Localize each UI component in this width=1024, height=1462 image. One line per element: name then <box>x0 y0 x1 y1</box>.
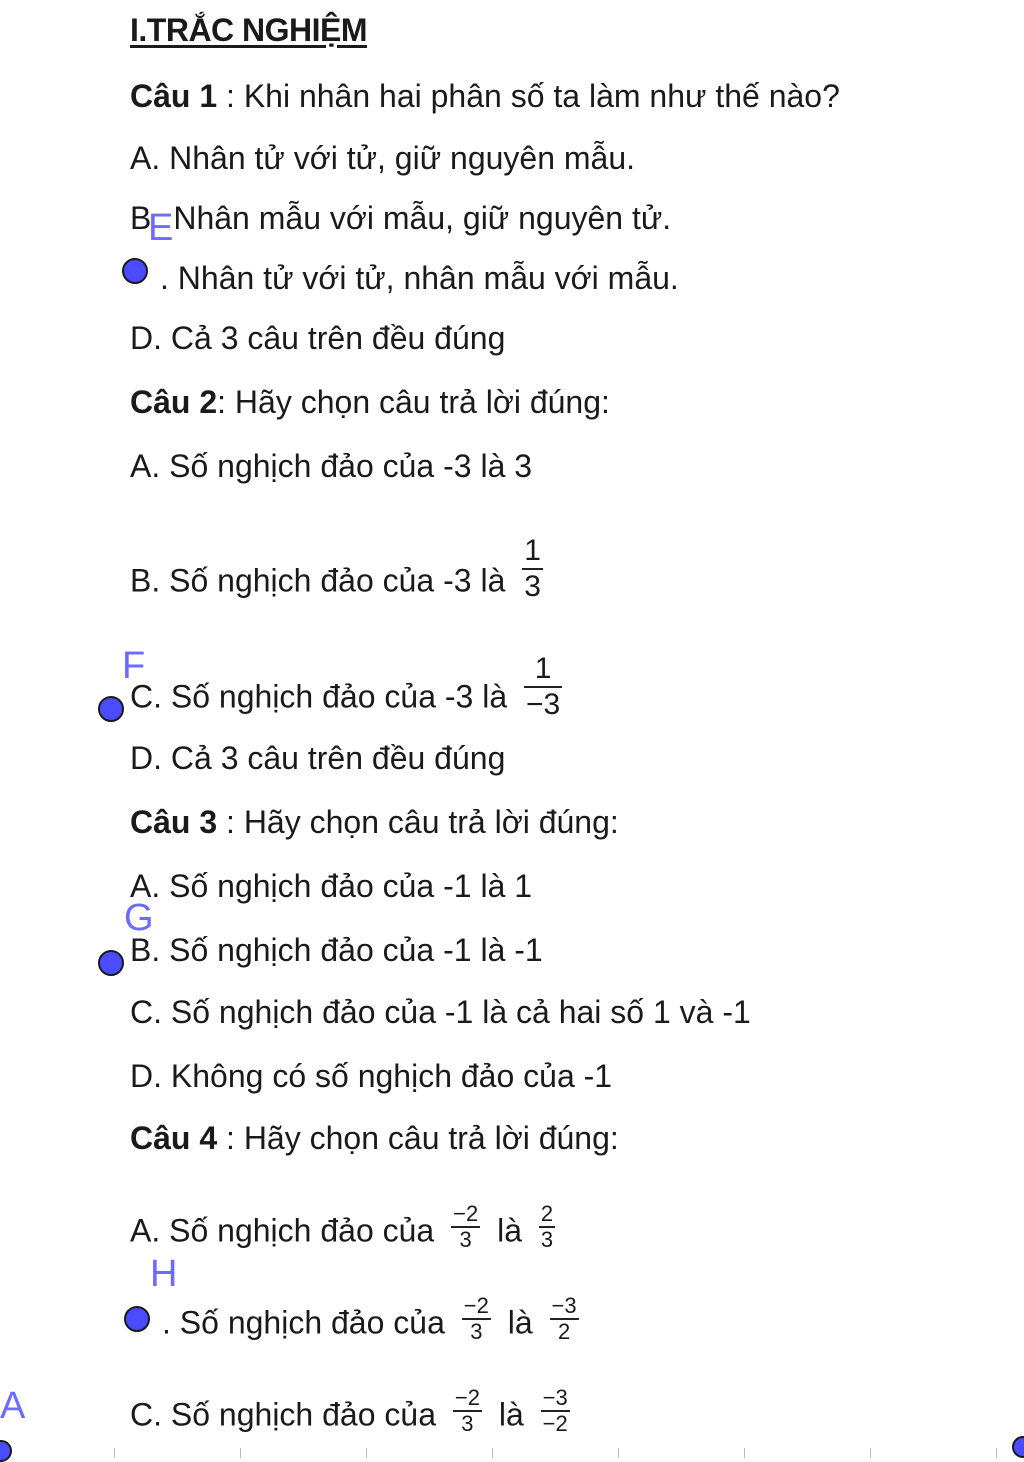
q3-option-d: D. Không có số nghịch đảo của -1 <box>130 1058 613 1094</box>
axis-tick <box>114 1448 115 1458</box>
q1-option-b <box>130 198 671 238</box>
question-3 <box>130 802 619 842</box>
axis-tick <box>744 1448 745 1458</box>
fraction-numerator: −2 <box>454 1385 480 1410</box>
q3-option-c: C. Số nghịch đảo của -1 là cả hai số 1 và -1 <box>130 994 751 1030</box>
q1-option-d: D. Cả 3 câu trên đều đúng <box>130 320 506 356</box>
q1-option-c: . Nhân tử với tử, nhân mẫu với mẫu. <box>160 260 679 296</box>
q4-option-a <box>130 1201 563 1258</box>
fraction-denominator: 3 <box>461 1411 474 1436</box>
point-label-e: E <box>148 207 174 249</box>
q1-option-b-prefix: B <box>130 200 152 236</box>
q4-option-b-fraction-1 <box>462 1294 491 1344</box>
axis-tick <box>996 1448 997 1458</box>
point-label-h: H <box>150 1253 178 1295</box>
x-axis-ticks <box>0 1448 1024 1458</box>
question-1-prompt: : Khi nhân hai phân số ta làm như thế nào? <box>217 78 840 114</box>
q4-option-c-fraction-1 <box>453 1386 482 1436</box>
q4-option-c <box>130 1385 578 1442</box>
q3-option-a: A. Số nghịch đảo của -1 là 1 <box>130 868 533 904</box>
question-2 <box>130 382 610 422</box>
point-marker-f[interactable] <box>98 696 124 722</box>
q1-option-a: A. Nhân tử với tử, giữ nguyên mẫu. <box>130 140 636 176</box>
q2-option-c-text: C. Số nghịch đảo của -3 là <box>130 678 508 715</box>
fraction-numerator: 1 <box>524 652 562 688</box>
q2-option-b <box>130 534 551 618</box>
fraction-denominator: 3 <box>540 1227 554 1252</box>
point-marker-h[interactable] <box>124 1306 150 1332</box>
q4-option-a-mid: là <box>497 1212 522 1249</box>
point-marker-g[interactable] <box>98 950 124 976</box>
q4-option-a-fraction-1 <box>451 1202 480 1252</box>
q4-option-b <box>162 1293 587 1350</box>
fraction-denominator: 3 <box>470 1319 483 1344</box>
q2-option-b-text: B. Số nghịch đảo của -3 là <box>130 562 506 599</box>
q4-option-b-prefix: . Số nghịch đảo của <box>162 1304 445 1341</box>
section-heading: I.TRẮC NGHIỆM <box>130 12 368 48</box>
fraction-numerator: −3 <box>542 1385 568 1410</box>
fraction-numerator: −2 <box>453 1201 479 1226</box>
point-marker-q1[interactable] <box>122 258 148 284</box>
question-4-prompt: : Hãy chọn câu trả lời đúng: <box>217 1120 619 1156</box>
fraction-numerator: 1 <box>522 534 543 570</box>
q2-option-d: D. Cả 3 câu trên đều đúng <box>130 740 506 776</box>
q2-option-c <box>130 652 570 734</box>
question-3-label: Câu 3 <box>130 804 218 840</box>
fraction-denominator: −3 <box>526 688 561 721</box>
point-label-g: G <box>124 897 154 939</box>
question-4 <box>130 1118 619 1158</box>
q1-option-b-text: Nhân mẫu với mẫu, giữ nguyên tử. <box>173 200 672 236</box>
axis-tick <box>618 1448 619 1458</box>
question-2-label: Câu 2 <box>130 384 218 420</box>
fraction-numerator: −2 <box>463 1293 489 1318</box>
point-label-a: A <box>0 1385 26 1427</box>
question-1-label: Câu 1 <box>130 78 218 114</box>
q3-option-b: B. Số nghịch đảo của -1 là -1 <box>130 932 543 968</box>
axis-tick <box>366 1448 367 1458</box>
fraction-denominator: 2 <box>557 1319 571 1344</box>
q4-option-c-mid: là <box>498 1396 524 1433</box>
question-3-prompt: : Hãy chọn câu trả lời đúng: <box>217 804 619 840</box>
q4-option-a-prefix: A. Số nghịch đảo của <box>130 1212 435 1249</box>
q4-option-c-prefix: C. Số nghịch đảo của <box>130 1396 436 1433</box>
fraction-denominator: 3 <box>459 1227 472 1252</box>
fraction-denominator: 3 <box>524 570 541 603</box>
point-label-f: F <box>122 645 146 687</box>
q4-option-c-fraction-2 <box>541 1386 570 1436</box>
q4-option-b-mid: là <box>507 1304 533 1341</box>
q4-option-b-fraction-2 <box>550 1294 579 1344</box>
question-1 <box>130 76 840 116</box>
question-2-prompt: : Hãy chọn câu trả lời đúng: <box>217 384 610 420</box>
fraction-numerator: 2 <box>540 1201 554 1226</box>
q2-option-a: A. Số nghịch đảo của -3 là 3 <box>130 448 533 484</box>
fraction-denominator: −2 <box>542 1411 568 1436</box>
q2-option-c-fraction <box>524 652 562 722</box>
axis-tick <box>240 1448 241 1458</box>
question-4-label: Câu 4 <box>130 1120 218 1156</box>
axis-tick <box>492 1448 493 1458</box>
q4-option-a-fraction-2 <box>539 1202 555 1252</box>
fraction-numerator: −3 <box>551 1293 577 1318</box>
axis-tick <box>870 1448 871 1458</box>
q2-option-b-fraction <box>522 534 543 604</box>
